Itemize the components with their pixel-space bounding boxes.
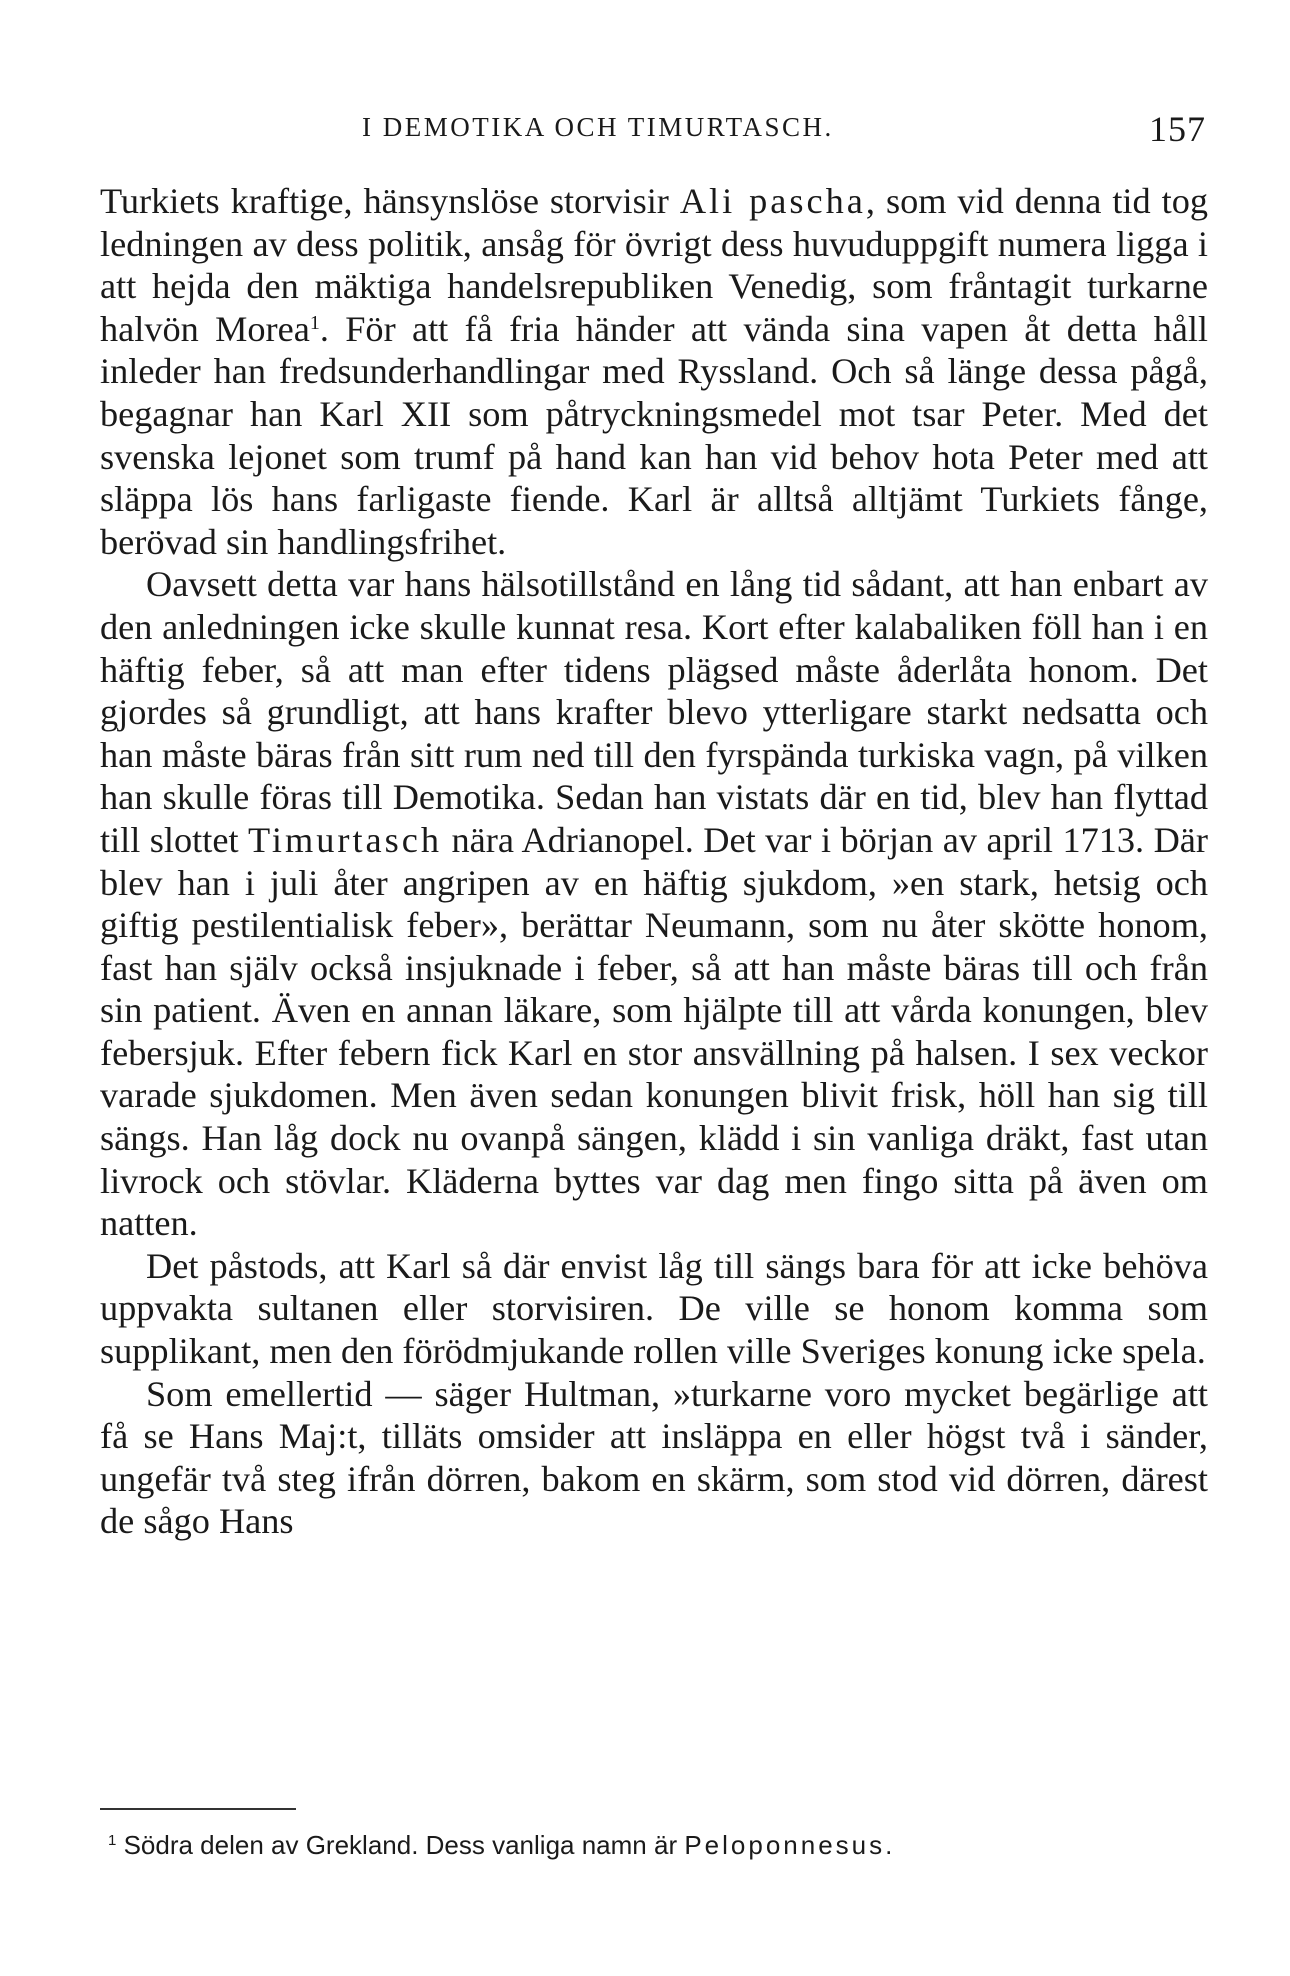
page — [100, 108, 1208, 1543]
text-segment: Det påstods, att Karl så där envist låg till sängs bara för att icke behöva uppvakta sultanen eller storvisiren. De ville se honom komma som supplikant, men den förödmjukande rollen ville Sveriges konung icke spela. — [100, 1245, 1208, 1372]
text-segment: Som emellertid — säger Hultman, »turkarne voro mycket begärlige att få se Hans Maj:t, tilläts omsider att insläppa en eller högst två i sänder, ungefär två steg ifrån dörren, bakom en skärm, som stod vid dörren, därest de sågo Hans — [100, 1373, 1208, 1542]
footnote — [108, 1828, 1208, 1862]
text-segment: nära Adrianopel. Det var i början av april 1713. Där blev han i juli åter angripen av en häftig sjukdom, »en stark, hetsig och giftig pestilentialisk feber», berättar Neumann, som nu åter skötte honom, fast han själv också insjuknade i feber, så att han måste bäras till och från sin patient. Även en annan läkare, som hjälpte till att vårda konungen, blev febersjuk. Efter febern fick Karl en stor ansvällning på halsen. I sex veckor varade sjukdomen. Men även sedan konungen blivit frisk, höll han sig till sängs. Han låg dock nu ovanpå sängen, klädd i sin vanliga dräkt, fast utan livrock och stövlar. Kläderna byttes var dag men fingo sitta på även om natten. — [100, 819, 1208, 1244]
text-segment: , som vid denna tid tog ledningen av dess politik, ansåg för övrigt dess huvuduppgift numera ligga i att hejda den mäktiga handelsrepubliken Venedig, som fråntagit turkarne halvön Morea — [100, 181, 1208, 349]
spaced-name: Timurtasch — [248, 819, 443, 860]
paragraph — [100, 180, 1208, 563]
text-segment: Turkiets kraftige, hänsynslöse storvisir — [100, 181, 680, 221]
footnote-marker: 1 — [108, 1832, 117, 1849]
running-title: I DEMOTIKA OCH TIMURTASCH. — [362, 112, 834, 142]
text-segment: Oavsett detta var hans hälsotillstånd en lång tid sådant, att han enbart av den anledningen icke skulle kunnat resa. Kort efter kalabaliken föll han i en häftig feber, så att man efter tidens plägsed måste åderlåta honom. Det gjordes så grundligt, att hans krafter blevo ytterligare starkt nedsatta och han måste bäras från sitt rum ned till den fyrspända turkiska vagn, på vilken han skulle föras till Demotika. Sedan han vistats där en tid, blev han flyttad till slottet — [100, 564, 1208, 860]
running-head — [100, 108, 1208, 152]
text-segment: . För att få fria händer att vända sina vapen åt detta håll inleder han fredsunderhandlingar med Ryssland. Och så länge dessa pågå, begagnar han Karl XII som påtryckningsmedel mot tsar Peter. Med det svenska lejonet som trumf på hand kan han vid behov hota Peter med att släppa lös hans farligaste fiende. Karl är alltså alltjämt Turkiets fånge, berövad sin handlingsfrihet. — [100, 308, 1208, 562]
footnote-text-end: . — [885, 1830, 893, 1860]
footnote-divider — [100, 1808, 296, 1810]
paragraph — [100, 1373, 1208, 1543]
footnote-spaced-term: Peloponnesus — [684, 1830, 886, 1860]
spaced-name: Ali pascha — [679, 181, 866, 221]
footnote-reference: 1 — [309, 311, 320, 334]
paragraph — [100, 563, 1208, 1245]
footnote-text: Södra delen av Grekland. Dess vanliga namn är — [116, 1830, 685, 1860]
paragraph — [100, 1245, 1208, 1373]
page-number: 157 — [1149, 109, 1206, 149]
body-text — [100, 180, 1208, 1543]
